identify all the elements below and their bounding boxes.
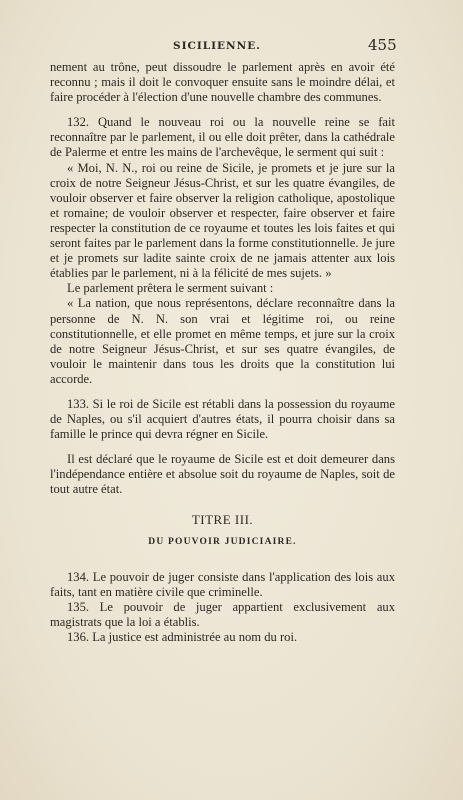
- paragraph-continuation: nement au trône, peut dissoudre le parlement après en avoir été reconnu ; mais il doit le convoquer ensuite sans le moindre délai, et faire procéder à l'élection d'une nouvelle chambre des communes.: [50, 60, 395, 105]
- article-132: 132. Quand le nouveau roi ou la nouvelle reine se fait reconnaître par le parlement, il ou elle doit prêter, dans la cathédrale de Palerme et entre les mains de l'archevêque, le serment qui suit :: [50, 115, 395, 160]
- page-header: [0, 36, 463, 56]
- article-135: 135. Le pouvoir de juger appartient exclusivement aux magistrats que la loi a établis.: [50, 599, 395, 629]
- section-subtitle: DU POUVOIR JUDICIAIRE.: [148, 536, 297, 547]
- body-text: [50, 60, 395, 645]
- article-136: 136. La justice est administrée au nom du roi.: [67, 630, 298, 645]
- running-title: SICILIENNE.: [173, 40, 261, 52]
- section-title: TITRE III.: [191, 511, 254, 527]
- article-134: 134. Le pouvoir de juger consiste dans l'application des lois aux faits, tant en matière civile que criminelle.: [50, 569, 395, 599]
- king-oath: « Moi, N. N., roi ou reine de Sicile, je promets et je jure sur la croix de notre Seigneur Jésus-Christ, et sur les quatre évangiles, de vouloir observer et faire observer la religion catholique, apostolique et romaine; de vouloir observer et respecter, faire observer et faire respecter la constitution de ce royaume et toutes les lois faites et qui seront faites par le parlement dans la forme constitutionnelle. Je jure et je promets sur ladite sainte croix de ne jamais attenter aux lois établies par le parlement, ni à la félicité de mes sujets. »: [50, 160, 395, 281]
- article-133: 133. Si le roi de Sicile est rétabli dans la possession du royaume de Naples, ou s'il acquiert d'autres états, il pourra choisir dans sa famille le prince qui devra régner en Sicile.: [50, 396, 395, 442]
- parliament-oath: « La nation, que nous représentons, déclare reconnaître dans la personne de N. N. son vrai et légitime roi, ou reine constitutionnelle, et elle promet en même temps, et jure sur la croix de notre Seigneur Jésus-Christ, et sur ses quatre évangiles, de vouloir le maintenir dans tous les droits que la constitution lui accorde.: [50, 296, 395, 386]
- page-number: 455: [368, 36, 397, 54]
- parliament-oath-intro: Le parlement prêtera le serment suivant :: [67, 281, 274, 296]
- independence-paragraph: Il est déclaré que le royaume de Sicile est et doit demeurer dans l'indépendance entière et absolue soit du royaume de Naples, soit de tout autre état.: [50, 452, 395, 497]
